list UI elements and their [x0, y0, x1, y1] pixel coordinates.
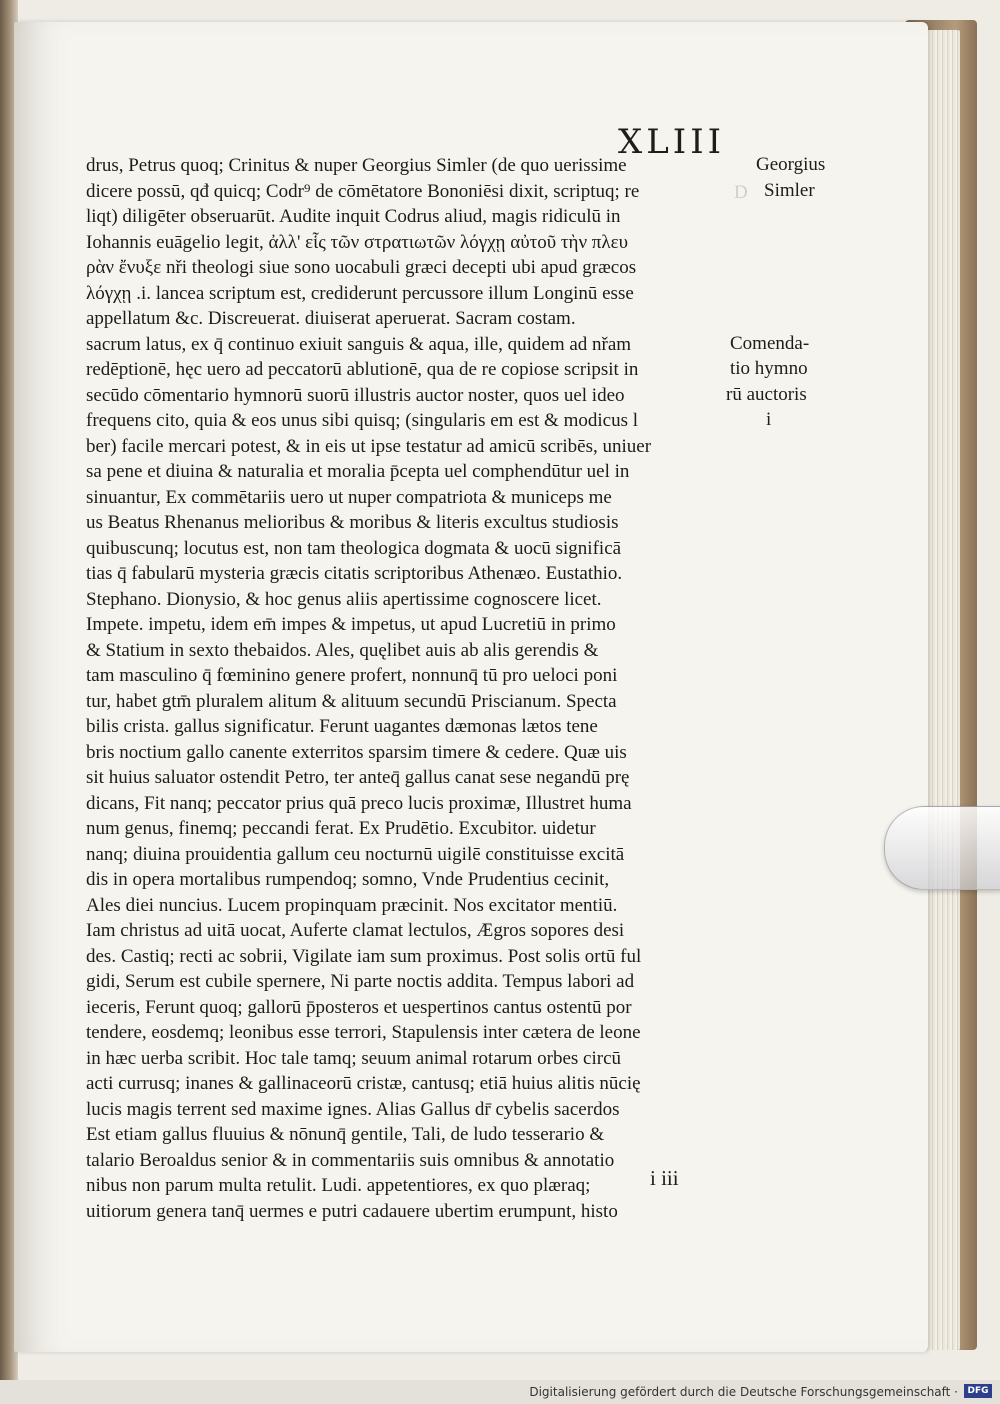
- text-line: ieceris, Ferunt quoq; gallorū p̄posteros et uespertinos cantus ostentū por: [86, 996, 632, 1018]
- text-line: sit huius saluator ostendit Petro, ter anteq̄ gallus canat sese negandū prę: [86, 767, 630, 788]
- text-line: uitiorum genera tanq̄ uermes e putri cadauere ubertim erumpunt, histo: [86, 1200, 618, 1222]
- text-line: sacrum latus, ex q̄ continuo exiuit sanguis & aqua, ille, quidem ad nřam: [86, 333, 632, 355]
- text-line: redēptionē, hęc uero ad peccatorū ablutionē, qua de re copiose scripsit in: [86, 359, 639, 380]
- text-line: us Beatus Rhenanus melioribus & moribus & literis excultus studiosis: [86, 512, 619, 533]
- margin-note: Comenda-: [730, 333, 810, 354]
- text-line: nibus non parum multa retulit. Ludi. appetentiores, ex quo plæraq;: [86, 1175, 591, 1196]
- show-through-text: D: [734, 182, 748, 203]
- text-line: tias q̄ fabularū mysteria græcis citatis scriptoribus Athenæo. Eustathio.: [86, 563, 623, 584]
- text-line: Iam christus ad uitā uocat, Auferte clamat lectulos, Ægros sopores desi: [86, 920, 625, 941]
- text-line: num genus, finemq; peccandi ferat. Ex Prudētio. Excubitor. uidetur: [86, 818, 596, 839]
- text-line: sinuantur, Ex commētariis uero ut nuper compatriota & municeps me: [86, 486, 612, 508]
- text-line: acti currusq; inanes & gallinaceorū cristæ, cantusq; etiā huius alitis nūcię: [86, 1073, 641, 1094]
- text-line: dicere possū, qđ quicq; Codr⁹ de cōmētatore Bononiēsi dixit, scriptuq; re: [86, 180, 640, 202]
- text-line: Est etiam gallus fluuius & nōnunq̄ gentile, Tali, de ludo tesserario &: [86, 1124, 605, 1145]
- text-line: Stephano. Dionysio, & hoc genus aliis apertissime cognoscere licet.: [86, 588, 602, 610]
- text-line: appellatum &c. Discreuerat. diuiserat aperuerat. Sacram costam.: [86, 308, 576, 329]
- text-line: tam masculino q̄ fœminino genere profert, nonnunq̄ tū pro ueloci poni: [86, 665, 618, 686]
- text-line: dis in opera mortalibus rumpendoq; somno, Vnde Prudentius cecinit,: [86, 869, 610, 890]
- text-line: Ales diei nuncius. Lucem propinquam præcinit. Nos excitator mentiū.: [86, 894, 618, 916]
- margin-note: i: [766, 409, 772, 430]
- page-clip: [884, 806, 1000, 890]
- text-line: nanq; diuina prouidentia gallum ceu nocturnū uigilē constituisse excitā: [86, 843, 625, 865]
- text-line: sa pene et diuina & naturalia et moralia p̄cepta uel comphendūtur uel in: [86, 461, 630, 482]
- text-line: bris noctium gallo canente exterritos sparsim timere & cedere. Quæ uis: [86, 741, 627, 763]
- text-line: quibuscunq; locutus est, non tam theologica dogmata & uocū significā: [86, 537, 622, 559]
- text-line: tendere, eosdemq; leonibus esse terrori, Stapulensis inter cætera de leone: [86, 1022, 641, 1043]
- text-line: gidi, Serum est cubile spernere, Ni parte noctis addita. Tempus labori ad: [86, 971, 635, 992]
- text-line: ber) facile mercari potest, & in eis ut ipse testatur ad amicū scribēs, uniuer: [86, 435, 652, 457]
- margin-note: Georgius: [756, 154, 826, 175]
- text-line: dicans, Fit nanq; peccator prius quā preco lucis proximæ, Illustret huma: [86, 792, 632, 814]
- folio-number: XLIII: [618, 122, 726, 162]
- text-line: in hæc uerba scribit. Hoc tale tamq; seuum animal rotarum orbes circū: [86, 1047, 621, 1069]
- book-page: [14, 22, 928, 1352]
- footer-credit: Digitalisierung gefördert durch die Deutsche Forschungsgemeinschaft ·: [529, 1385, 958, 1399]
- text-line: drus, Petrus quoq; Crinitus & nuper Georgius Simler (de quo uerissime: [86, 155, 627, 176]
- text-line: talario Beroaldus senior & in commentariis suis omnibus & annotatio: [86, 1149, 615, 1171]
- text-line: λόγχῃ .i. lancea scriptum est, crediderunt percussore illum Longinū esse: [86, 282, 634, 304]
- text-line: ρὰν ἔνυξε nři theologi siue sono uocabuli græci decepti ubi apud græcos: [86, 257, 637, 278]
- dfg-logo: DFG: [964, 1384, 992, 1398]
- text-line: Iohannis euāgelio legit, ἀλλ' εἷς τῶν στρατιωτῶν λόγχῃ αὐτοῦ τὴν πλευ: [86, 231, 628, 253]
- margin-note: rū auctoris: [726, 384, 807, 405]
- margin-note: Simler: [764, 180, 815, 201]
- margin-note: tio hymno: [730, 358, 808, 379]
- text-line: frequens cito, quia & eos unus sibi quisq; (singularis em est & modicus l: [86, 410, 638, 431]
- text-line: Impete. impetu, idem em̄ impes & impetus, ut apud Lucretiū in primo: [86, 614, 616, 635]
- text-line: secūdo cōmentario hymnorū suorū illustris auctor noster, quos uel ideo: [86, 384, 625, 406]
- signature-mark: i iii: [650, 1166, 679, 1190]
- text-line: liqt) diligēter obseruarūt. Audite inquit Codrus aliud, magis ridiculū in: [86, 206, 621, 227]
- text-line: & Statium in sexto thebaidos. Ales, quęlibet auis ab alis gerendis &: [86, 639, 599, 661]
- text-line: des. Castiq; recti ac sobrii, Vigilate iam sum proximus. Post solis ortū ful: [86, 945, 642, 967]
- text-line: lucis magis terrent sed maxime ignes. Alias Gallus dr̄ cybelis sacerdos: [86, 1098, 620, 1120]
- text-line: bilis crista. gallus significatur. Ferunt uagantes dæmonas lætos tene: [86, 716, 598, 737]
- text-line: tur, habet gtm̄ pluralem alitum & alituum secundū Priscianum. Specta: [86, 690, 617, 712]
